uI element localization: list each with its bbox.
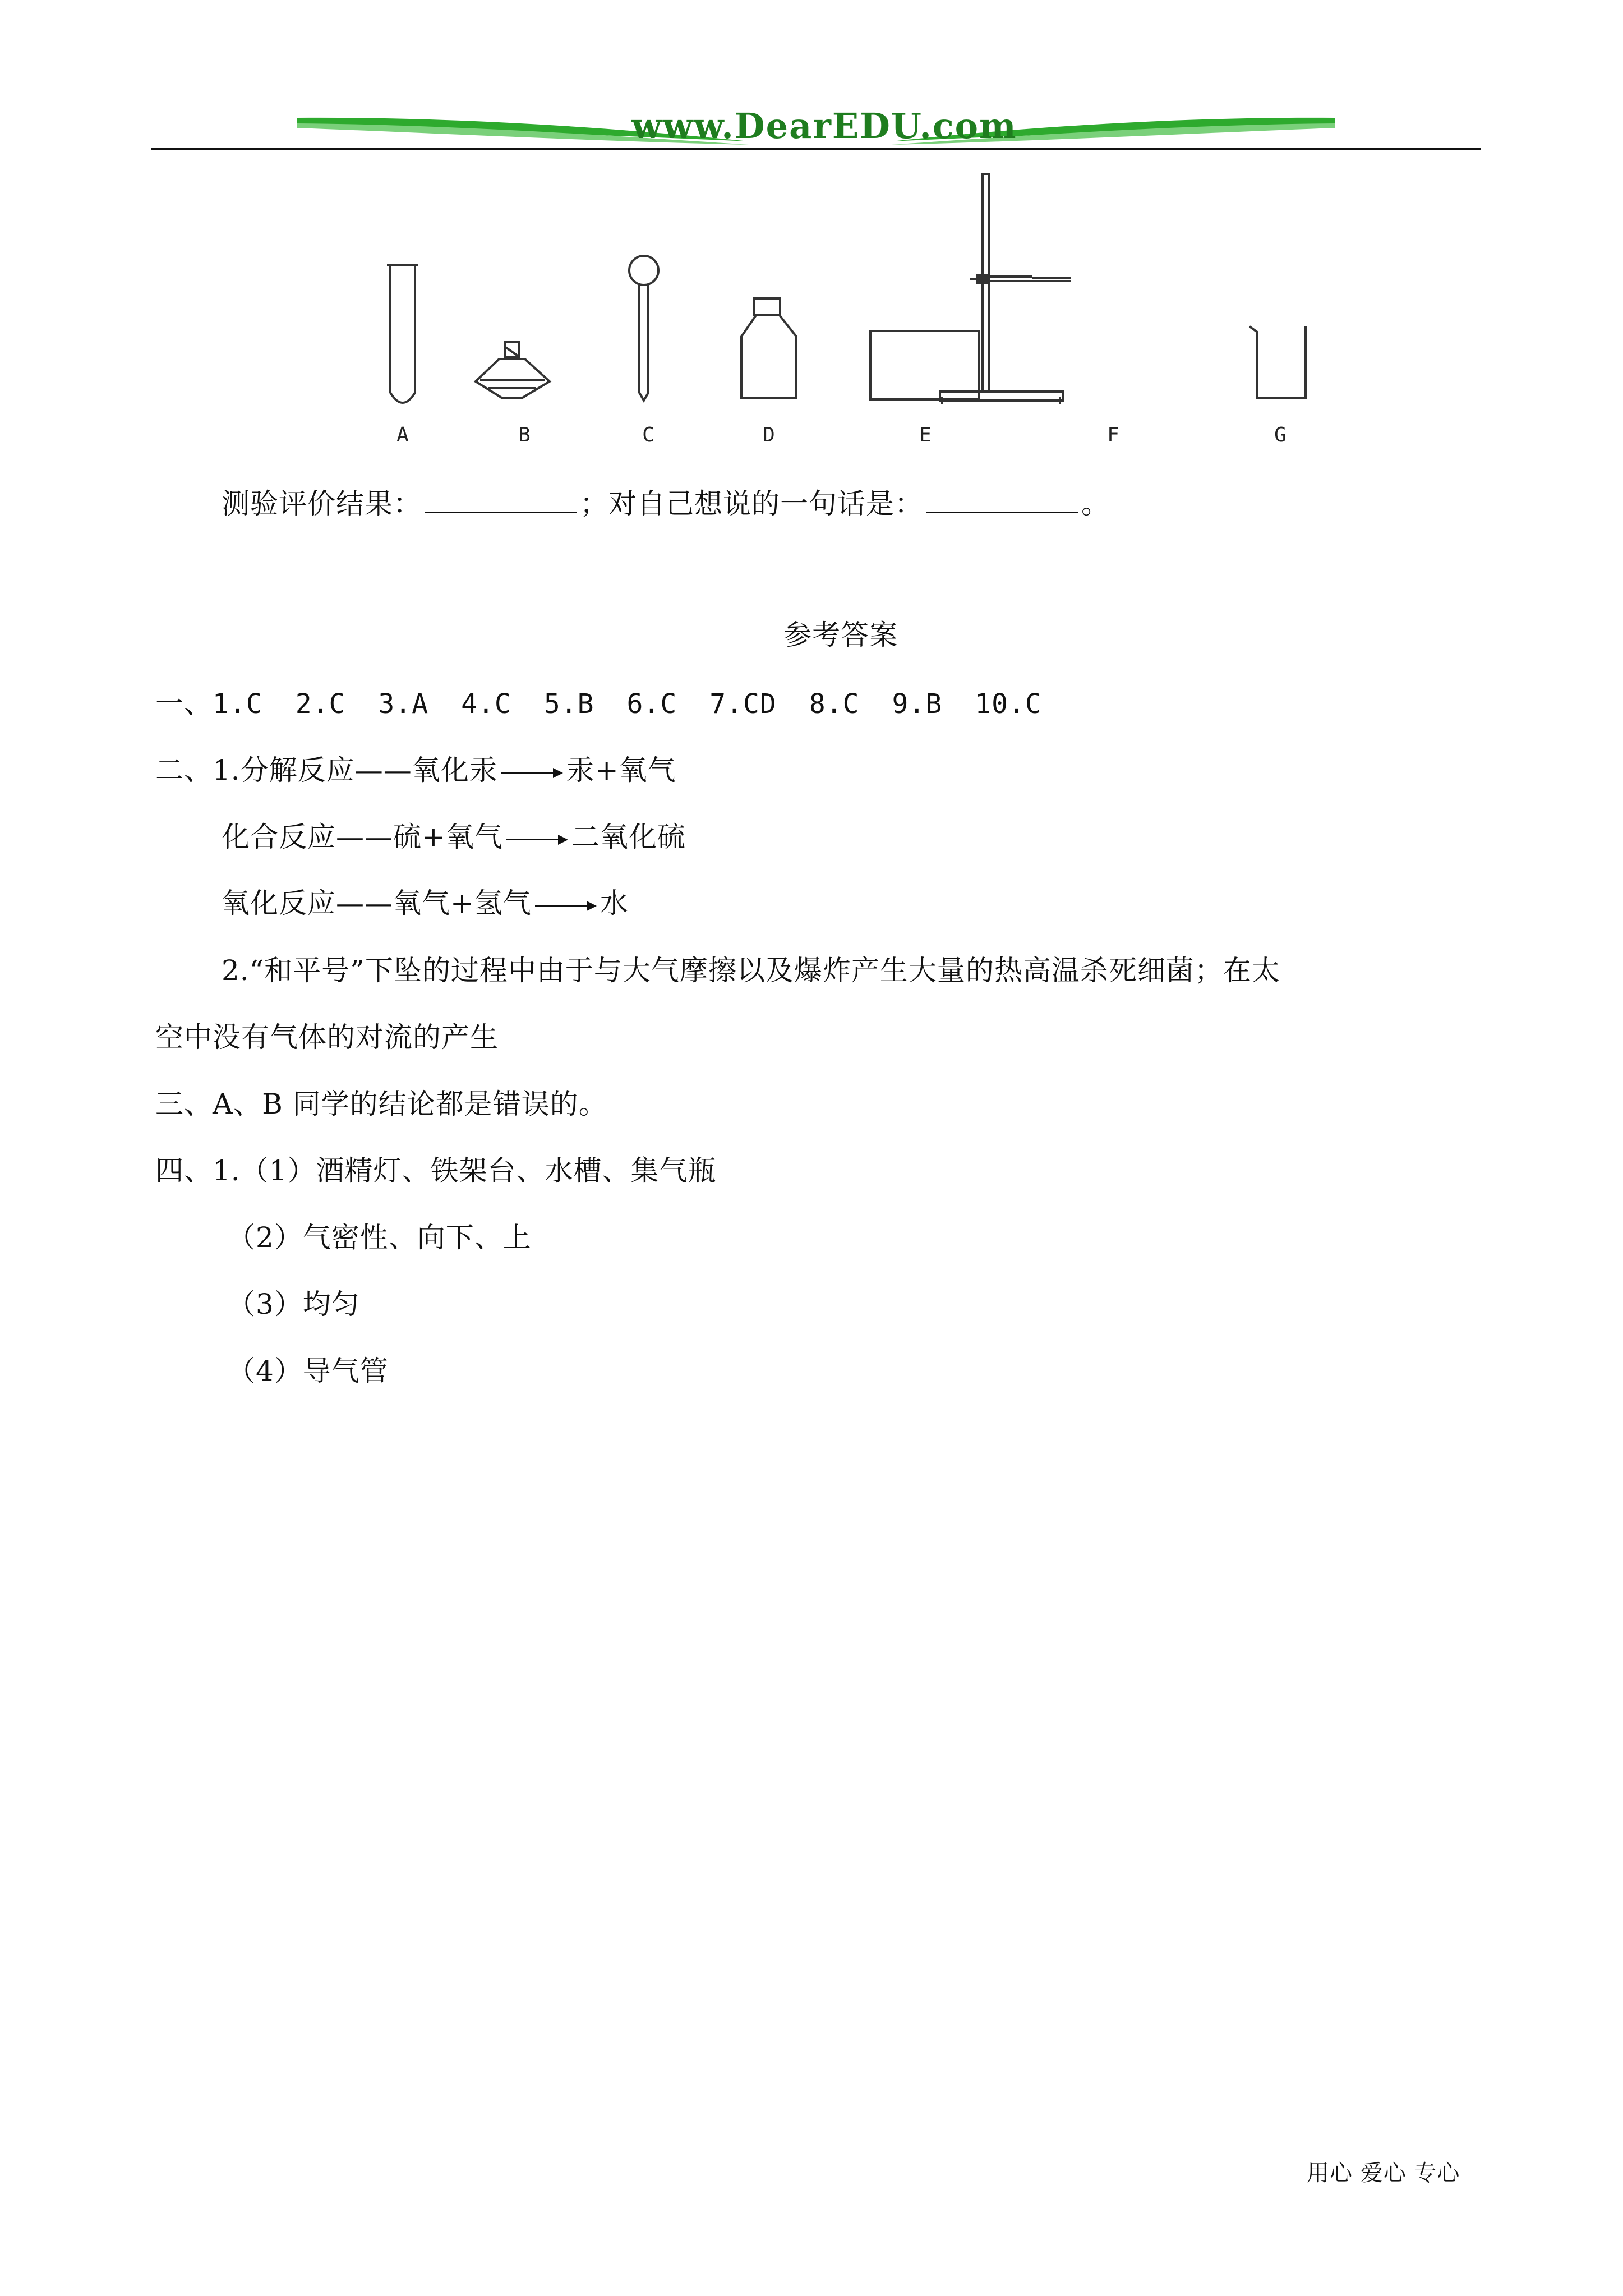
evaluation-blank[interactable]	[425, 487, 577, 513]
reagent-bottle-icon	[741, 298, 796, 398]
answer-item: 7.CD	[709, 688, 777, 720]
apparatus-label-c: C	[642, 424, 654, 447]
self-message-blank[interactable]	[926, 487, 1078, 513]
test-tube-icon	[387, 265, 418, 403]
combination-reaction-right: 二氧化硫	[571, 821, 686, 853]
section-1-prefix: 一、	[155, 687, 213, 720]
answer-item: 5.B	[543, 688, 594, 720]
answers-section-2-row-3	[222, 885, 629, 921]
answer-item: 4.C	[461, 688, 511, 720]
answers-section-2-q2-line-2: 空中没有气体的对流的产生	[155, 1021, 499, 1053]
beaker-icon	[1249, 326, 1306, 398]
apparatus-figure	[336, 168, 1346, 460]
footer-text: 用心 爱心 专心	[1307, 2160, 1460, 2186]
apparatus-label-a: A	[396, 424, 409, 447]
answer-item: 1.C	[213, 688, 263, 720]
answer-item: 9.B	[892, 688, 943, 720]
evaluation-label: 测验评价结果：	[222, 487, 422, 520]
answers-section-4-line-2: （2）气密性、向下、上	[227, 1221, 532, 1254]
reaction-arrow-icon	[535, 900, 597, 911]
answer-item: 10.C	[975, 688, 1042, 720]
header-rule	[151, 148, 1481, 150]
decomposition-reaction-left: 二、1.分解反应——氧化汞	[155, 754, 498, 786]
answers-section-4-line-1: 四、1.（1）酒精灯、铁架台、水槽、集气瓶	[155, 1154, 717, 1187]
section-1-items	[213, 688, 1075, 720]
apparatus-label-b: B	[518, 424, 531, 447]
oxidation-reaction-right: 水	[600, 887, 629, 919]
decomposition-reaction-right: 汞+氧气	[566, 754, 676, 786]
answers-title: 参考答案	[783, 619, 898, 651]
alcohol-lamp-icon	[476, 342, 550, 398]
iron-stand-icon	[940, 174, 1071, 404]
dropper-icon	[629, 256, 658, 401]
answers-section-2-row-2	[222, 819, 686, 855]
answer-item: 8.C	[809, 688, 860, 720]
apparatus-label-e: E	[919, 424, 932, 447]
combination-reaction-left: 化合反应——硫+氧气	[222, 821, 503, 853]
reaction-arrow-icon	[506, 834, 568, 845]
answer-item: 2.C	[295, 688, 346, 720]
evaluation-line	[222, 486, 1110, 522]
oxidation-reaction-left: 氧化反应——氧气+氢气	[222, 887, 532, 919]
self-message-label: ；对自己想说的一句话是：	[580, 487, 923, 520]
answer-item: 6.C	[626, 688, 677, 720]
answer-item: 3.A	[378, 688, 429, 720]
answers-section-4-line-3: （3）均匀	[227, 1288, 360, 1320]
site-logo-text: www.DearEDU.com	[631, 105, 1017, 146]
apparatus-label-d: D	[763, 424, 775, 447]
apparatus-label-g: G	[1274, 424, 1287, 447]
answers-section-1	[155, 685, 1075, 722]
answers-section-2-q2-line-1: 2.“和平号”下坠的过程中由于与大气摩擦以及爆炸产生大量的热高温杀死细菌；在太	[222, 954, 1280, 987]
answers-section-4-line-4: （4）导气管	[227, 1355, 389, 1387]
answers-section-2-row-1	[155, 752, 676, 788]
answers-section-3: 三、A、B 同学的结论都是错误的。	[155, 1088, 607, 1120]
reaction-arrow-icon	[501, 767, 563, 778]
glass-plate-icon	[870, 331, 979, 399]
apparatus-label-f: F	[1107, 424, 1119, 447]
evaluation-end: 。	[1081, 487, 1110, 520]
